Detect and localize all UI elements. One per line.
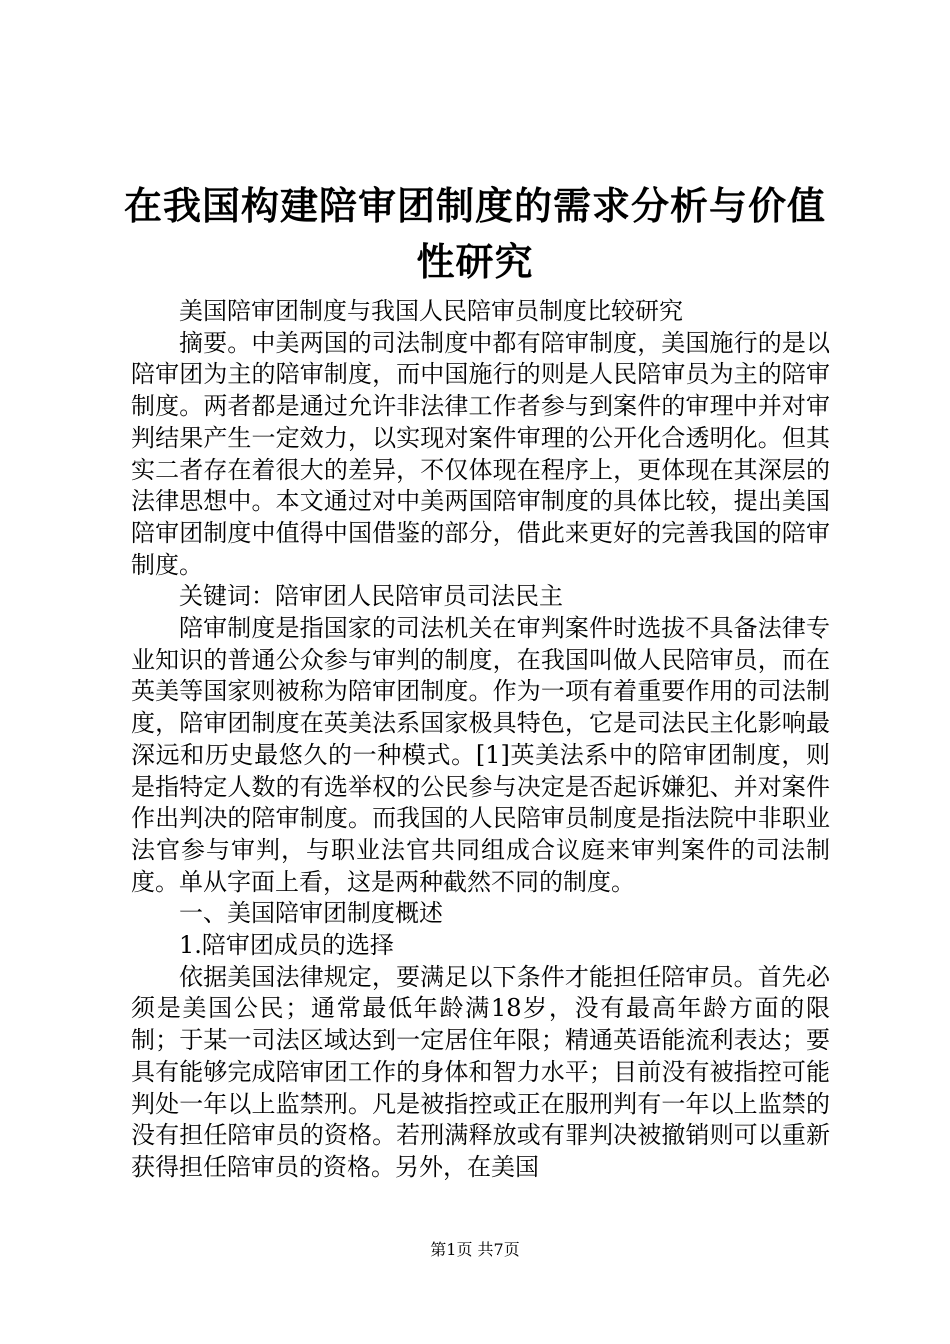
keywords-paragraph: 关键词：陪审团人民陪审员司法民主 [179, 582, 563, 611]
intro-paragraph: 陪审制度是指国家的司法机关在审判案件时选拔不具备法律专业知识的普通公众参与审判的制度，在我国叫做人民陪审员，而在英美等国家则被称为陪审团制度。作为一项有着重要作用的司法制度，陪审团制度在英美法系国家极具特色，它是司法民主化影响最深远和历史最悠久的一种模式。[1]英美法系中的陪审团制度，则是指特定人数的有选举权的公民参与决定是否起诉嫌犯、并对案件作出判决的陪审制度。而我国的人民陪审员制度是指法院中非职业法官参与审判，与职业法官共同组成合议庭来审判案件的司法制度。单从字面上看，这是两种截然不同的制度。 [131, 614, 830, 896]
body-paragraph: 依据美国法律规定，要满足以下条件才能担任陪审员。首先必须是美国公民；通常最低年龄满18岁，没有最高年龄方面的限制；于某一司法区域达到一定居住年限；精通英语能流利表达；要具有能够完成陪审团工作的身体和智力水平；目前没有被指控可能判处一年以上监禁刑。凡是被指控或正在服刑判有一年以上监禁的没有担任陪审员的资格。若刑满释放或有罪判决被撤销则可以重新获得担任陪审员的资格。另外，在美国 [131, 962, 830, 1181]
section-heading: 一、美国陪审团制度概述 [179, 899, 443, 928]
subtitle-paragraph: 美国陪审团制度与我国人民陪审员制度比较研究 [179, 297, 683, 325]
abstract-paragraph: 摘要。中美两国的司法制度中都有陪审制度，美国施行的是以陪审团为主的陪审制度，而中国施行的则是人民陪审员为主的陪审制度。两者都是通过允许非法律工作者参与到案件的审理中并对审判结果产生一定效力，以实现对案件审理的公开化合透明化。但其实二者存在着很大的差异，不仅体现在程序上，更体现在其深层的法律思想中。本文通过对中美两国陪审制度的具体比较，提出美国陪审团制度中值得中国借鉴的部分，借此来更好的完善我国的陪审制度。 [131, 328, 830, 579]
document-body [131, 296, 830, 1184]
page-footer: 第1页 共7页 [430, 1240, 520, 1259]
subsection-heading: 1.陪审团成员的选择 [179, 931, 394, 960]
document-title: 在我国构建陪审团制度的需求分析与价值性研究 [123, 183, 826, 284]
